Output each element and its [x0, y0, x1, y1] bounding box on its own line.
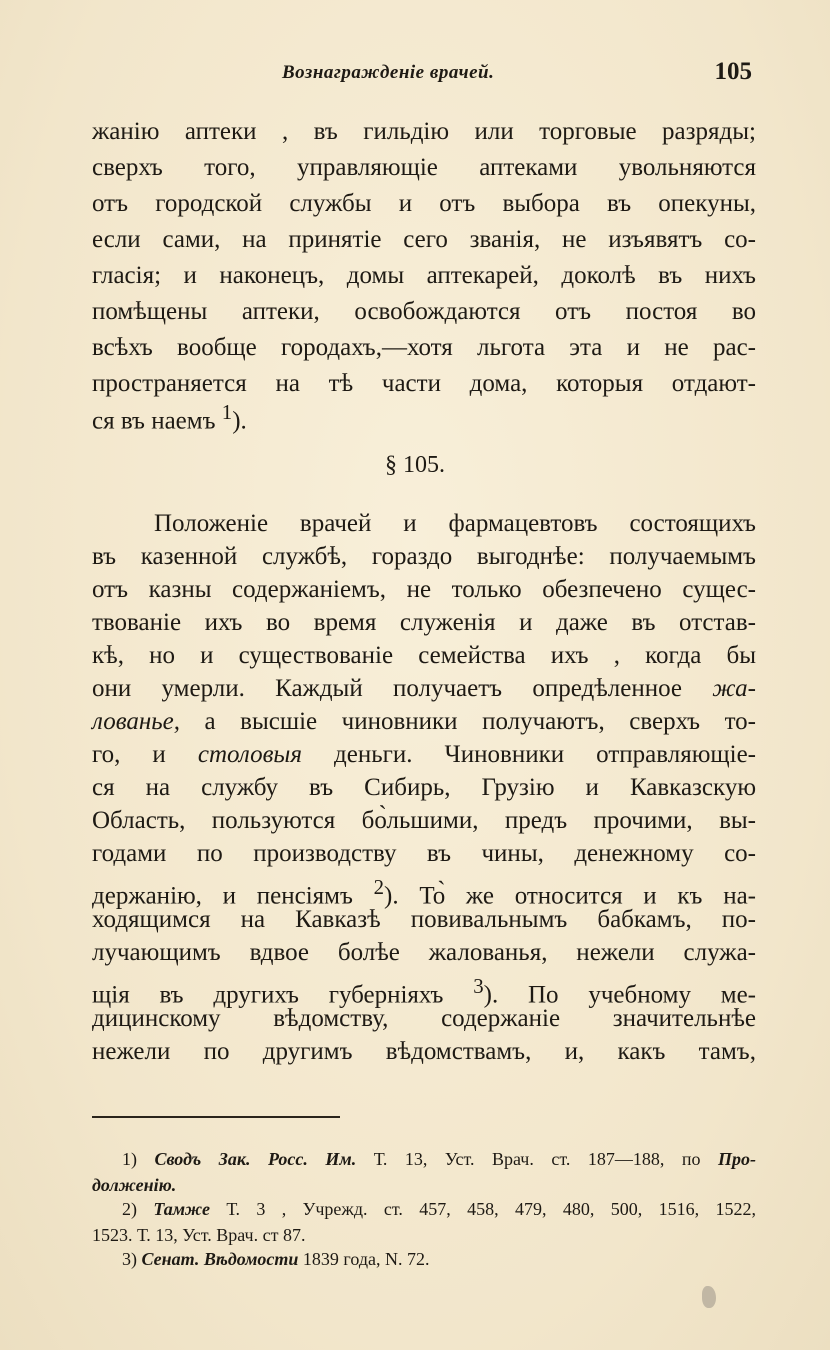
text-line: Область, пользуются бо̀льшими, предъ прочими, вы-	[92, 807, 756, 834]
text-line: если сами, на принятіе сего званія, не изъявятъ со-	[92, 226, 756, 253]
page-header	[92, 58, 752, 94]
footnote	[92, 1196, 756, 1222]
footnote	[92, 1146, 756, 1172]
text-line: пространяется на тѣ части дома, которыя отдают-	[92, 370, 756, 397]
text-line: гласія; и наконецъ, домы аптекарей, доколѣ въ нихъ	[92, 262, 756, 289]
line-text: щія въ другихъ губерніяхъ	[92, 981, 474, 1009]
footnote-ref: 3	[473, 974, 484, 998]
text-line	[92, 739, 756, 771]
footnote-source: Сенат. Вѣдомости	[141, 1249, 299, 1269]
text-line: дицинскому вѣдомству, содержаніе значительнѣе	[92, 1005, 756, 1032]
text-line: сверхъ того, управляющіе аптеками увольняются	[92, 154, 756, 181]
footnote-text: 1839 года, N. 72.	[298, 1249, 430, 1269]
text-line: отъ казны содержаніемъ, не только обезпечено сущес-	[92, 576, 756, 603]
text-line: ходящимся на Кавказѣ повивальнымъ бабкамъ, по-	[92, 906, 756, 933]
line-text: ).	[232, 407, 247, 435]
text-line: годами по производству въ чины, денежному со-	[92, 840, 756, 867]
text-line: лучающимъ вдвое болѣе жалованья, нежели служа-	[92, 939, 756, 966]
footnote-text: 2)	[122, 1199, 154, 1219]
line-text: ). По учебному ме-	[483, 981, 756, 1009]
running-title: Вознагражденіе врачей.	[282, 62, 495, 83]
text-line: жанію аптеки , въ гильдію или торговые разряды;	[92, 118, 756, 145]
page-number: 105	[714, 58, 752, 85]
footnote-text: Т. 3 , Учрежд. ст. 457, 458, 479, 480, 500, 1516, 1522,	[209, 1199, 757, 1219]
italic-term: жа-	[712, 675, 756, 702]
italic-term: столовыя	[197, 741, 302, 768]
footnote	[92, 1172, 756, 1198]
footnote-source: долженію.	[92, 1175, 177, 1195]
footnote-source: Про-	[717, 1149, 756, 1169]
footnote-source: Сводъ Зак. Росс. Им.	[154, 1149, 357, 1169]
footnote	[92, 1246, 756, 1272]
line-text: деньги. Чиновники отправляющіе-	[301, 741, 756, 768]
footnote-source: Тамже	[153, 1199, 210, 1219]
line-text: а высшіе чиновники получаютъ, сверхъ то-	[180, 708, 756, 735]
text-line: всѣхъ вообще городахъ,—хотя льгота эта и не рас-	[92, 334, 756, 361]
footnote-text: 1)	[122, 1149, 155, 1169]
footnote-rule	[92, 1116, 340, 1118]
text-line: твованіе ихъ во время служенія и даже въ отстав-	[92, 609, 756, 636]
italic-term: лованье,	[92, 708, 181, 735]
footnote-text: Т. 13, Уст. Врач. ст. 187—188, по	[356, 1149, 718, 1169]
section-heading: § 105.	[385, 452, 445, 478]
ink-smudge	[702, 1286, 716, 1308]
text-line	[92, 706, 756, 738]
line-text: ся въ наемъ	[92, 407, 216, 435]
footnote-ref: 1	[221, 400, 233, 424]
text-line	[92, 673, 756, 705]
footnote: 1523. Т. 13, Уст. Врач. ст 87.	[92, 1225, 306, 1245]
text-line: отъ городской службы и отъ выбора въ опекуны,	[92, 190, 756, 217]
text-line: въ казенной службѣ, гораздо выгоднѣе: получаемымъ	[92, 543, 756, 570]
footnote-ref: 2	[373, 875, 385, 899]
footnote-text: 3)	[122, 1249, 142, 1269]
text-line: нежели по другимъ вѣдомствамъ, и, какъ тамъ,	[92, 1038, 756, 1065]
line-text: они умерли. Каждый получаетъ опредѣленное	[92, 675, 713, 702]
text-line: кѣ, но и существованіе семейства ихъ , когда бы	[92, 642, 756, 669]
text-line: ся на службу въ Сибирь, Грузію и Кавказскую	[92, 774, 756, 801]
line-text: ). То̀ же относится и къ на-	[384, 882, 756, 910]
line-text: держанію, и пенсіямъ	[92, 882, 374, 910]
text-line	[92, 396, 756, 437]
text-line: Положеніе врачей и фармацевтовъ состоящихъ	[154, 510, 756, 537]
line-text: го, и	[92, 741, 198, 768]
text-line: помѣщены аптеки, освобождаются отъ постоя во	[92, 298, 756, 325]
